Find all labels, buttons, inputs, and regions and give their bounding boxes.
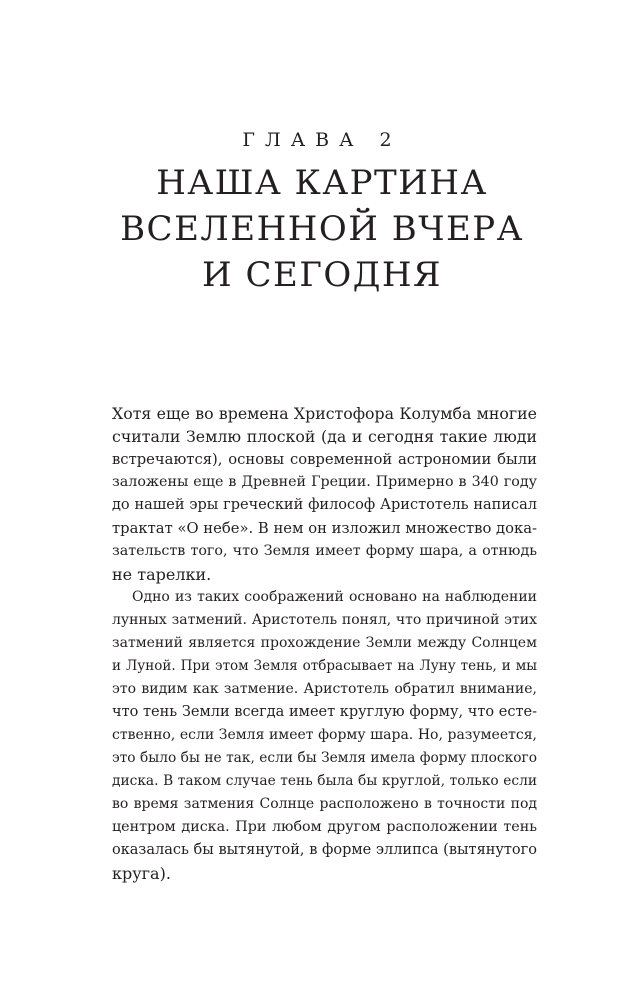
text-line: затмений является прохождение Земли между Солнцем: [112, 635, 537, 651]
text-line: Одно из таких соображений основано на наблюдении: [132, 589, 537, 605]
chapter-title-line: И СЕГОДНЯ: [202, 255, 442, 295]
text-line: встречаются), основы современной астрономии были: [112, 451, 537, 468]
text-line: диска. В таком случае тень была бы круглой, только если: [112, 773, 537, 789]
chapter-title-line: ВСЕЛЕННОЙ ВЧЕРА: [120, 209, 524, 249]
text-line: и Луной. При этом Земля отбрасывает на Луну тень, и мы: [112, 658, 537, 674]
text-line: это было бы не так, если бы Земля имела форму плоского: [112, 750, 537, 766]
text-line: ственно, если Земля имеет форму шара. Но, разумеется,: [112, 727, 537, 743]
text-line: что тень Земли всегда имеет круглую форму, что есте-: [112, 704, 537, 720]
body-text: [112, 402, 537, 885]
paragraph: [112, 586, 537, 885]
text-line: до нашей эры греческий философ Аристотель написал: [112, 497, 537, 513]
text-line: зательств того, что Земля имеет форму шара, а отнюдь: [112, 543, 537, 559]
text-line: заложены еще в Древней Греции. Примерно в 340 году: [112, 474, 537, 490]
text-line: оказалась бы вытянутой, в форме эллипса (вытянутого: [112, 842, 537, 858]
text-line: Хотя еще во времена Христофора Колумба многие: [112, 404, 537, 423]
text-line: трактат «О небе». В нем он изложил множество дока-: [112, 520, 537, 537]
text-line: круга).: [112, 864, 171, 883]
chapter-title-line: НАША КАРТИНА: [156, 163, 488, 203]
text-line: это видим как затмение. Аристотель обратил внимание,: [112, 681, 537, 697]
text-line: лунных затмений. Аристотель понял, что причиной этих: [112, 612, 537, 628]
text-line: считали Землю плоской (да и сегодня такие люди: [112, 427, 537, 446]
text-line: не тарелки.: [112, 565, 212, 584]
paragraph: [112, 402, 537, 586]
text-line: во время затмения Солнце расположено в точности под: [112, 796, 537, 812]
chapter-label: ГЛАВА 2: [242, 129, 402, 151]
text-line: центром диска. При любом другом расположении тень: [112, 819, 537, 835]
chapter-title: [0, 160, 644, 298]
